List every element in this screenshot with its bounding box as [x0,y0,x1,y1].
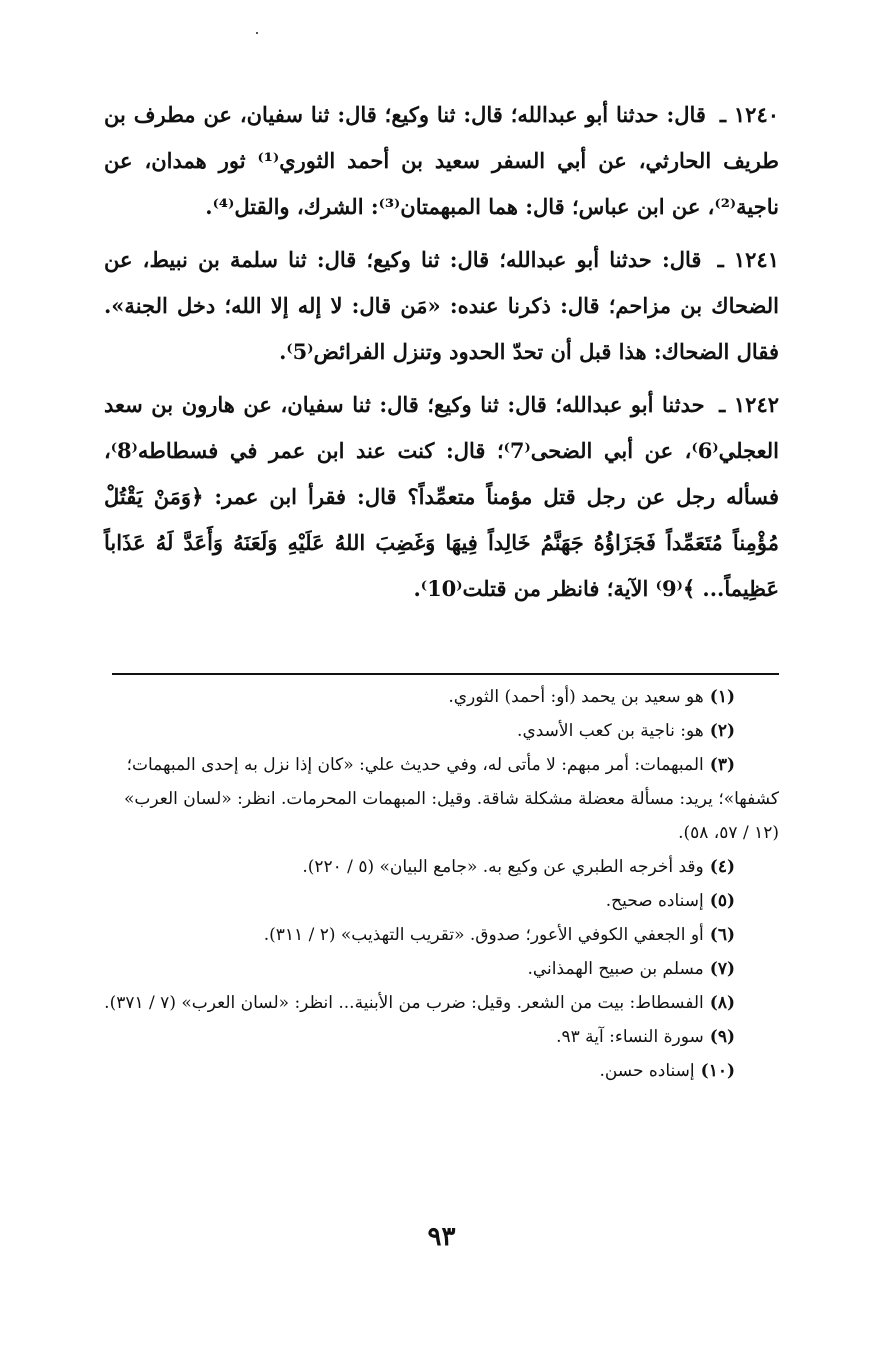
footnote-text: وقد أخرجه الطبري عن وكيع به. «جامع البيان» (٥ / ٢٢٠). [302,857,704,877]
footnote-number: (٦) [709,925,735,945]
footnote-8 [104,986,779,1020]
footnote-5 [104,884,779,918]
footnote-text: مسلم بن صبيح الهمذاني. [527,959,704,979]
footnote-number: (٤) [709,857,735,877]
hadith-text-end: الآية؛ فانظر من قتلت⁽10⁾. [413,576,649,601]
footnote-6 [104,918,779,952]
footnote-number: (٣) [709,755,735,775]
footnote-text: المبهمات: أمر مبهم: لا مأتى له، وفي حديث علي: «كان إذا نزل به إحدى المبهمات؛ كشفها»؛ يريد: مسألة معضلة مشكلة شاقة. وقيل: المبهمات المحرمات. انظر: «لسان العرب» (١٢ / ٥٧، ٥٨). [124,755,779,843]
hadith-number: ١٢٤٠ ـ [719,102,780,127]
page-number: ٩٣ [427,1222,456,1252]
hadith-number: ١٢٤٢ ـ [719,392,780,417]
footnote-2 [104,714,779,748]
footnote-9 [104,1020,779,1054]
hadith-1242 [104,382,779,612]
footnote-4 [104,850,779,884]
quran-verse: ﴿وَمَنْ يَقْتُلْ مُؤْمِناً مُتَعَمِّداً فَجَزَاؤُهُ جَهَنَّمُ خَالِداً فِيهَا وَغَضِبَ اللهُ عَلَيْهِ وَلَعَنَهُ وَأَعَدَّ لَهُ عَذَاباً عَظِيماً... ﴾⁽9⁾ [104,484,779,601]
hadith-text: قال: حدثنا أبو عبدالله؛ قال: ثنا وكيع؛ قال: ثنا سلمة بن نبيط، عن الضحاك بن مزاحم؛ قال: ذكرنا عنده: «مَن قال: لا إله إلا الله؛ دخل الجنة». فقال الضحاك: هذا قبل أن تحدّ الحدود وتنزل الفرائض⁽5⁾. [104,247,779,364]
footnote-number: (٥) [709,891,735,911]
hadith-text: قال: حدثنا أبو عبدالله؛ قال: ثنا وكيع؛ قال: ثنا سفيان، عن مطرف بن طريف الحارثي، عن أبي السفر سعيد بن أحمد الثوري⁽¹⁾ ثور همدان، عن ناجية⁽²⁾، عن ابن عباس؛ قال: هما المبهمتان⁽³⁾: الشرك، والقتل⁽⁴⁾. [104,102,780,219]
footnote-divider [112,673,779,675]
footnote-number: (٧) [709,959,735,979]
footnotes [104,680,779,1088]
footnote-10 [104,1054,779,1088]
footnote-text: الفسطاط: بيت من الشعر. وقيل: ضرب من الأبنية... انظر: «لسان العرب» (٧ / ٣٧١). [104,993,704,1013]
hadith-text: حدثنا أبو عبدالله؛ قال: ثنا وكيع؛ قال: ثنا سفيان، عن هارون بن سعد العجلي⁽6⁾، عن أبي الضحى⁽7⁾؛ قال: كنت عند ابن عمر في فسطاطه⁽8⁾، فسأله رجل عن رجل قتل مؤمناً متعمِّداً؟ قال: فقرأ ابن عمر: [104,392,779,509]
hadith-1240 [104,92,779,230]
footnote-7 [104,952,779,986]
footnote-number: (١٠) [700,1061,735,1081]
main-text [104,92,779,619]
footnote-number: (١) [709,687,735,707]
footnote-number: (٨) [709,993,735,1013]
footnote-number: (٩) [709,1027,735,1047]
footnote-text: هو سعيد بن يحمد (أو: أحمد) الثوري. [448,687,704,707]
footnote-text: إسناده حسن. [599,1061,695,1081]
footnote-1 [104,680,779,714]
hadith-1241 [104,237,779,375]
footnote-text: سورة النساء: آية ٩٣. [556,1027,704,1047]
footnote-text: إسناده صحيح. [605,891,704,911]
footnote-3 [104,748,779,850]
scan-mark [256,32,258,34]
footnote-number: (٢) [709,721,735,741]
footnote-text: أو الجعفي الكوفي الأعور؛ صدوق. «تقريب التهذيب» (٢ / ٣١١). [263,925,704,945]
footnote-text: هو: ناجية بن كعب الأسدي. [517,721,704,741]
hadith-number: ١٢٤١ ـ [717,247,779,272]
